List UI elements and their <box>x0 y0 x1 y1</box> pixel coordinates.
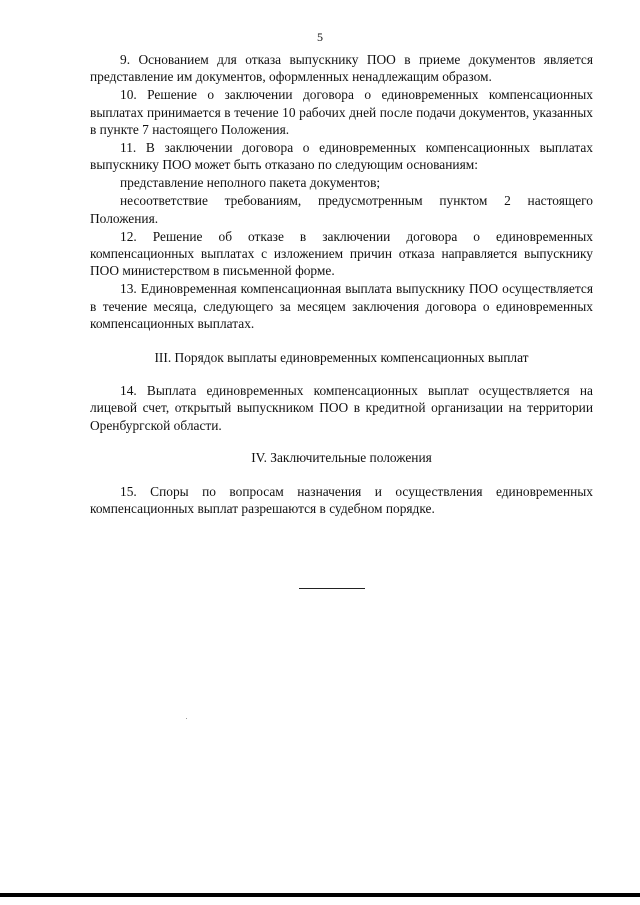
section-3-heading: III. Порядок выплаты единовременных компенсационных выплат <box>154 349 529 365</box>
paragraph-15: 15. Споры по вопросам назначения и осуществления единовременных компенсационных выплат разрешаются в судебном порядке. <box>90 483 593 516</box>
paragraph-13: 13. Единовременная компенсационная выплата выпускнику ПОО осуществляется в течение месяца, следующего за месяцем заключения договора о единовременных компенсационных выплатах. <box>90 281 593 332</box>
paragraph-10: 10. Решение о заключении договора о единовременных компенсационных выплатах принимается в течение 10 рабочих дней после подачи документов, указанных в пункте 7 настоящего Положения. <box>90 87 593 138</box>
paragraph-14: 14. Выплата единовременных компенсационных выплат осуществляется на лицевой счет, открытый выпускником ПОО в кредитной организации на территории Оренбургской области. <box>90 382 593 433</box>
paragraph-11: 11. В заключении договора о единовременных компенсационных выплатах выпускнику ПОО может быть отказано по следующим основаниям: <box>90 140 593 173</box>
paragraph-9: 9. Основанием для отказа выпускнику ПОО в приеме документов является представление им документов, оформленных ненадлежащим образом. <box>90 52 593 85</box>
paragraph-11-item-1: представление неполного пакета документов; <box>120 175 381 191</box>
end-divider-line <box>299 588 365 589</box>
section-4-heading: IV. Заключительные положения <box>251 450 432 466</box>
paragraph-11-item-2: несоответствие требованиям, предусмотренным пунктом 2 настоящего Положения. <box>90 193 593 226</box>
scan-bottom-edge <box>0 893 640 897</box>
page-number: 5 <box>317 30 323 44</box>
document-body <box>90 51 593 518</box>
paragraph-12: 12. Решение об отказе в заключении договора о единовременных компенсационных выплатах с изложением причин отказа направляется выпускнику ПОО министерством в письменной форме. <box>90 228 593 279</box>
scan-speck <box>186 718 187 719</box>
